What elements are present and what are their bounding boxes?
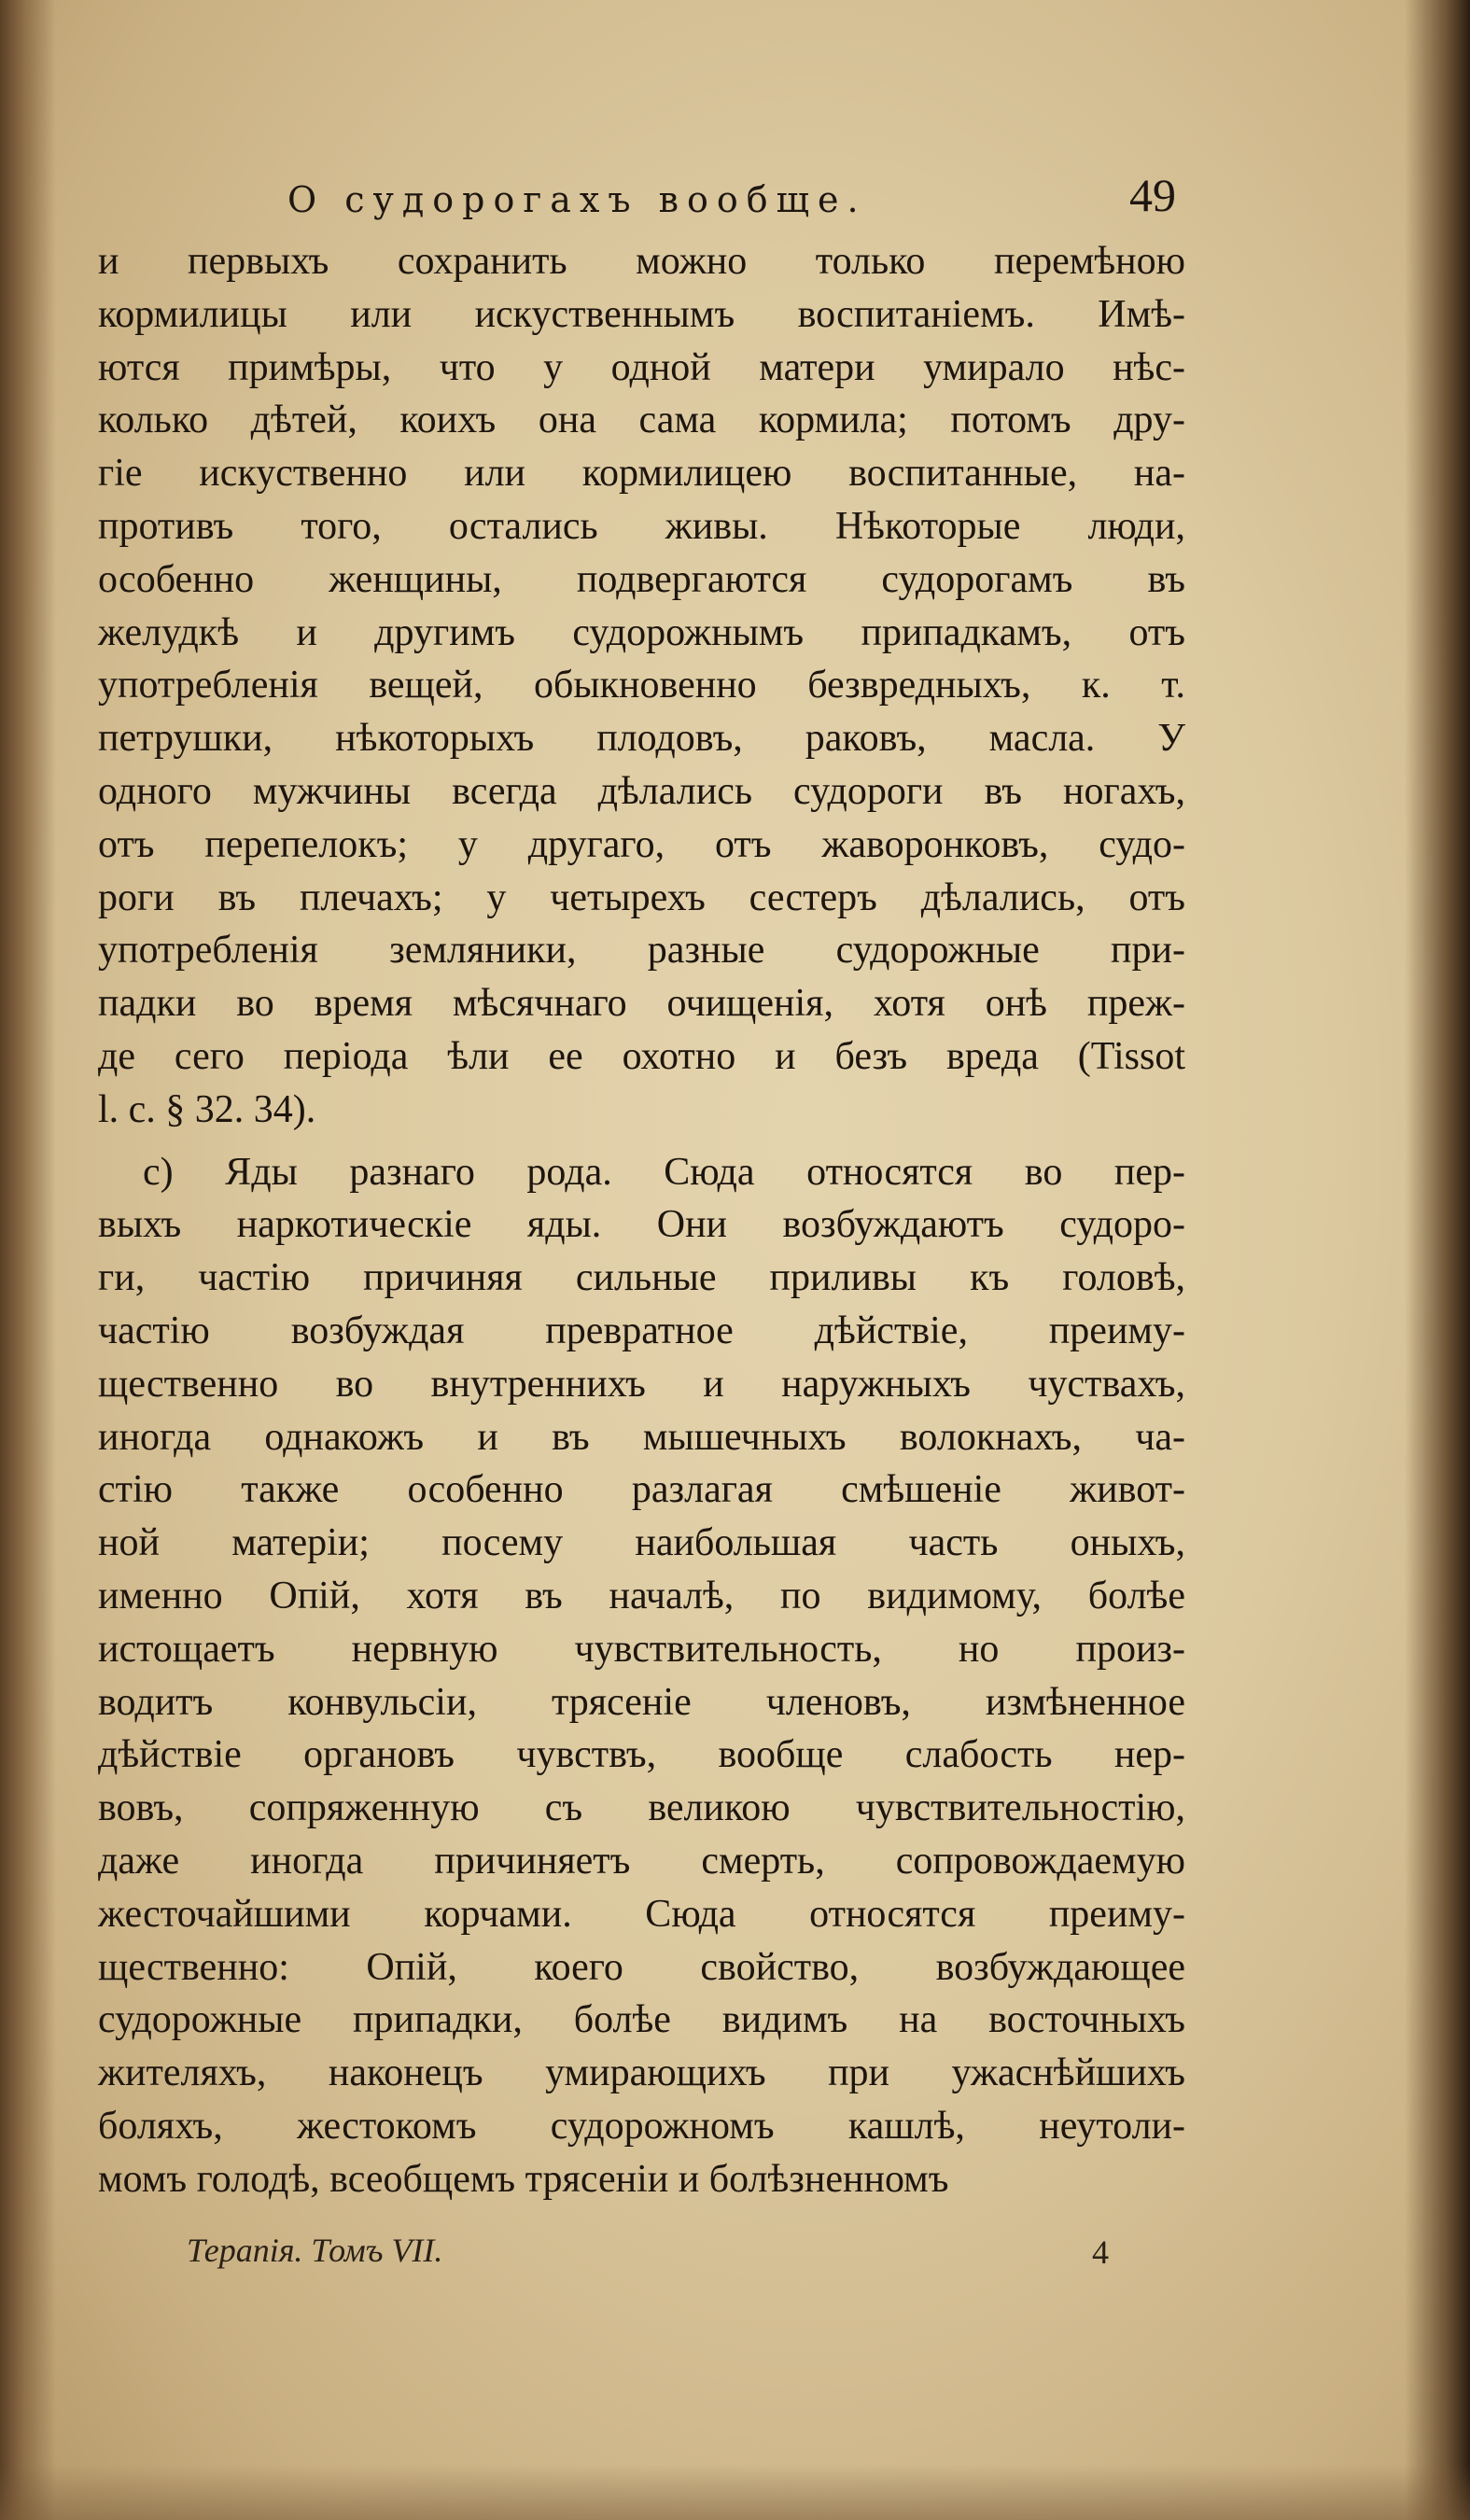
page-footer — [0, 2231, 1470, 2287]
text-line: особенно женщины, подвергаются судорогамъ въ — [98, 557, 1185, 601]
text-line: l. c. § 32. 34). — [98, 1087, 316, 1131]
text-line: роги въ плечахъ; у четырехъ сестеръ дѣлались, отъ — [98, 875, 1185, 919]
text-line: де сего періода ѣли ее охотно и безъ вреда (Tissot — [98, 1034, 1185, 1078]
page-left-shadow — [0, 0, 56, 2520]
text-line: иногда однакожъ и въ мышечныхъ волокнахъ, ча- — [98, 1415, 1185, 1459]
text-line: употребленія вещей, обыкновенно безвредныхъ, к. т. — [98, 664, 1185, 707]
text-line: желудкѣ и другимъ судорожнымъ припадкамъ, отъ — [98, 610, 1185, 654]
text-line: выхъ наркотическіе яды. Они возбуждаютъ судоро- — [98, 1203, 1185, 1247]
text-line: истощаетъ нервную чувствительность, но произ- — [98, 1627, 1185, 1671]
text-line: судорожные припадки, болѣе видимъ на восточныхъ — [98, 1998, 1185, 2042]
text-line: c) Яды разнаго рода. Сюда относятся во пер- — [143, 1150, 1185, 1194]
gathering-number: 4 — [1092, 2233, 1109, 2271]
paragraph-gap — [98, 1137, 1185, 1146]
text-line: щественно во внутреннихъ и наружныхъ чуствахъ, — [98, 1362, 1185, 1406]
page-right-shadow — [1405, 0, 1470, 2520]
text-line: противъ того, остались живы. Нѣкоторые люди, — [98, 504, 1185, 548]
text-line: частію возбуждая превратное дѣйствіе, преиму- — [98, 1309, 1185, 1352]
running-head: О судорогахъ вообще. — [287, 179, 867, 220]
text-line: одного мужчины всегда дѣлались судороги въ ногахъ, — [98, 769, 1185, 813]
text-line: водитъ конвульсіи, трясеніе членовъ, измѣненное — [98, 1680, 1185, 1724]
text-line: употребленія земляники, разные судорожные при- — [98, 929, 1185, 973]
text-line: ной матеріи; посему наибольшая часть оныхъ, — [98, 1521, 1185, 1565]
text-line: гіе искуственно или кормилицею воспитанные, на- — [98, 452, 1185, 496]
text-line: петрушки, нѣкоторыхъ плодовъ, раковъ, масла. У — [98, 717, 1185, 761]
text-line: отъ перепелокъ; у другаго, отъ жаворонковъ, судо- — [98, 822, 1185, 866]
text-line: ются примѣры, что у одной матери умирало нѣс- — [98, 345, 1185, 389]
text-line: щественно: Опій, коего свойство, возбуждающее — [98, 1945, 1185, 1989]
signature-line: Терапія. Томъ VII. — [187, 2232, 443, 2269]
paragraph — [98, 1146, 1185, 2206]
page-number: 49 — [1129, 169, 1176, 221]
text-line: боляхъ, жестокомъ судорожномъ кашлѣ, неутоли- — [98, 2104, 1185, 2148]
text-line: жителяхъ, наконецъ умирающихъ при ужаснѣйшихъ — [98, 2051, 1185, 2095]
text-line: кормилицы или искуственнымъ воспитаніемъ. Имѣ- — [98, 292, 1185, 336]
body-text — [98, 235, 1185, 2205]
text-line: колько дѣтей, коихъ она сама кормила; потомъ дру- — [98, 399, 1185, 442]
text-line: даже иногда причиняетъ смерть, сопровождаемую — [98, 1839, 1185, 1883]
paragraph — [98, 235, 1185, 1137]
page-bottom-shadow — [0, 2464, 1470, 2520]
page-header — [0, 168, 1470, 233]
text-line: именно Опій, хотя въ началѣ, по видимому, болѣе — [98, 1574, 1185, 1617]
text-line: падки во время мѣсячнаго очищенія, хотя онѣ преж- — [98, 982, 1185, 1026]
text-line: вовъ, сопряженную съ великою чувствительностію, — [98, 1786, 1185, 1830]
text-line: момъ голодѣ, всеобщемъ трясеніи и болѣзненномъ — [98, 2157, 949, 2201]
text-line: дѣйствіе органовъ чувствъ, вообще слабость нер- — [98, 1733, 1185, 1777]
text-line: стію также особенно разлагая смѣшеніе живот- — [98, 1468, 1185, 1512]
text-line: жесточайшими корчами. Сюда относятся преиму- — [98, 1892, 1185, 1936]
text-line: ги, частію причиняя сильные приливы къ головѣ, — [98, 1256, 1185, 1300]
text-line: и первыхъ сохранить можно только перемѣною — [98, 240, 1185, 283]
